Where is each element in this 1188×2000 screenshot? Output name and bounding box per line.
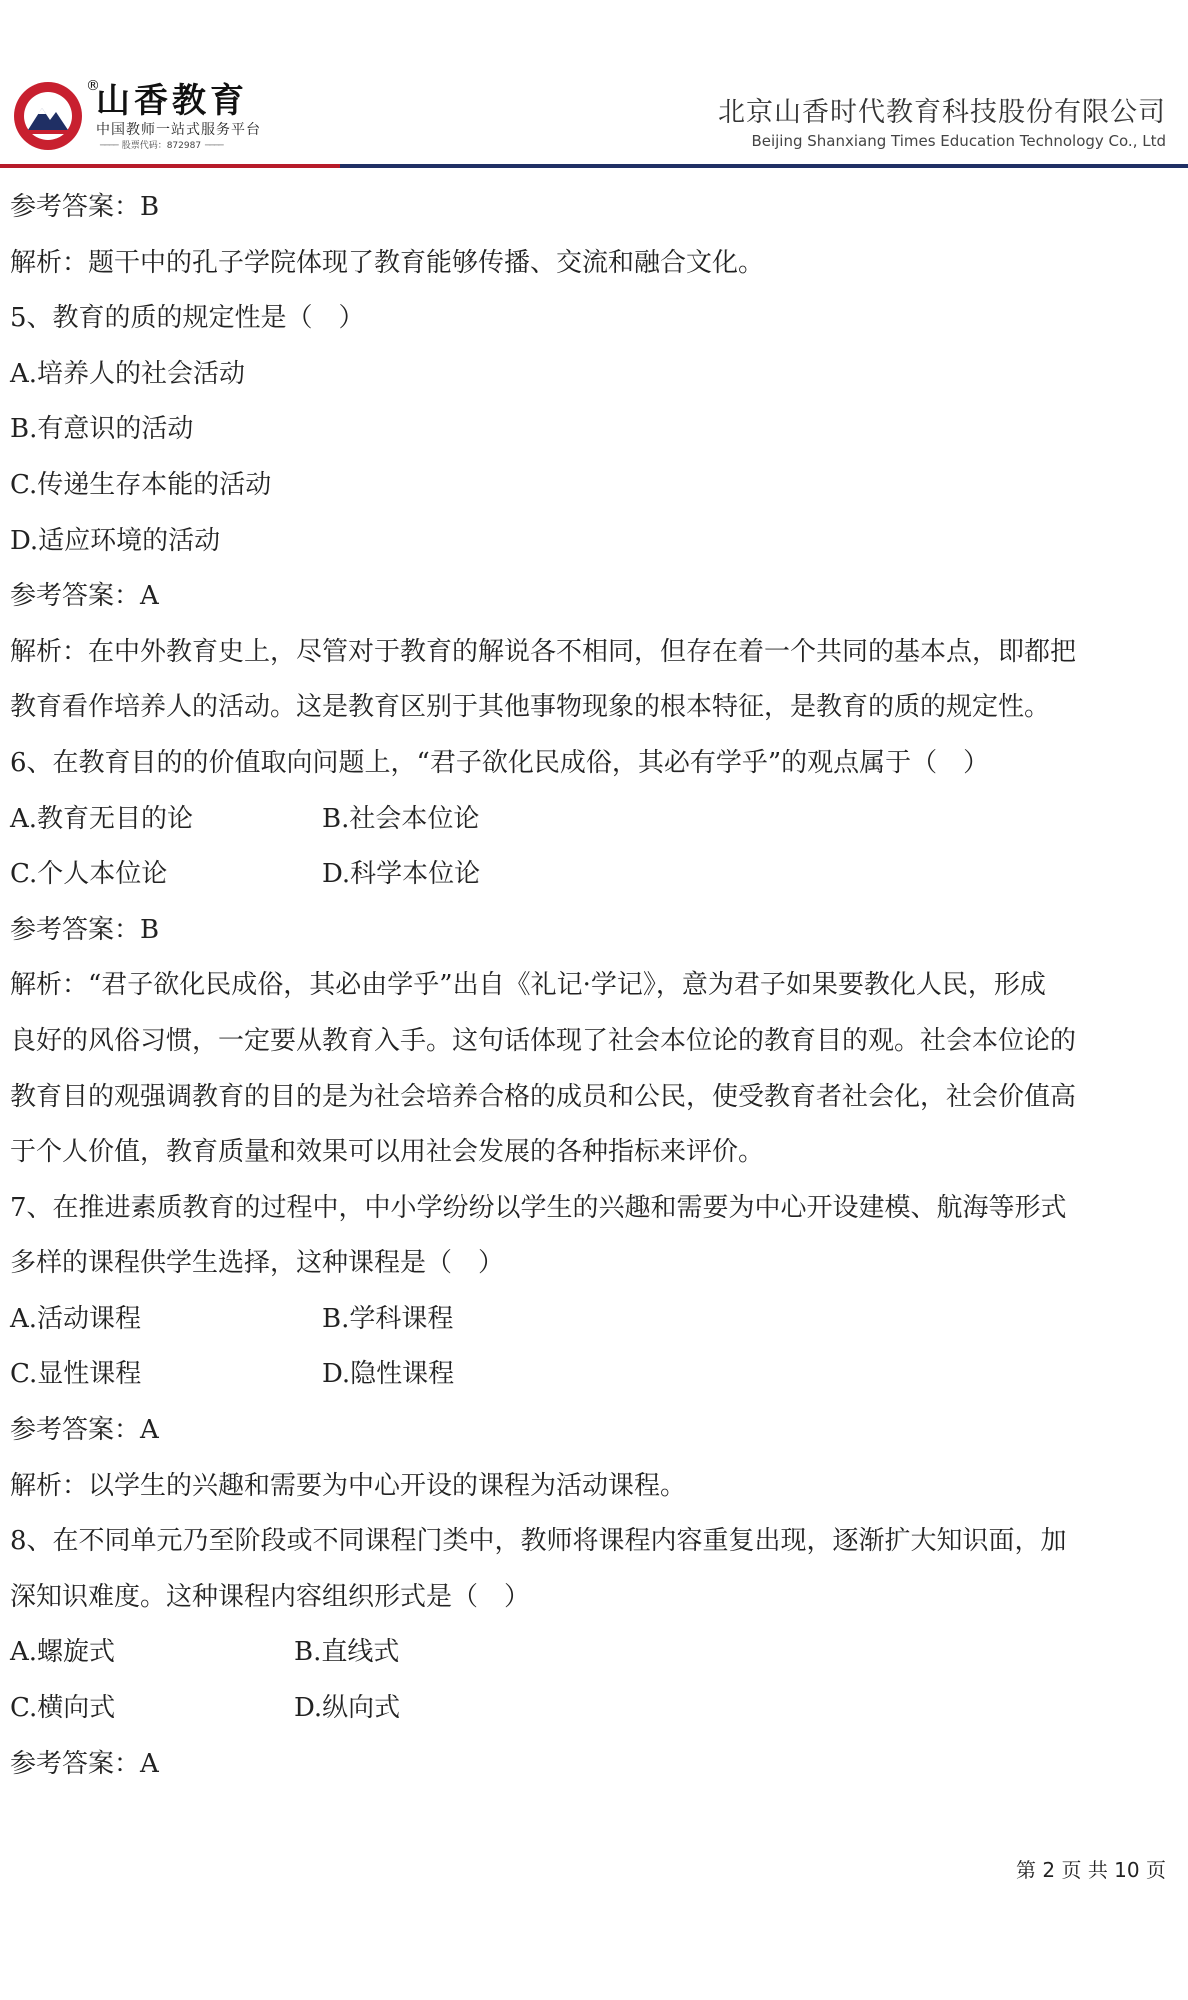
option-line: C.传递生存本能的活动: [10, 469, 272, 500]
brand-name: 山香教育: [96, 81, 248, 121]
registered-mark: ®: [86, 78, 100, 94]
question-8-cont: 深知识难度。这种课程内容组织形式是（ ）: [10, 1581, 531, 1612]
header-rule-navy: [340, 164, 1188, 168]
option-row: [10, 1681, 1170, 1737]
option-line: D.适应环境的活动: [10, 525, 221, 556]
answer-line: 参考答案：A: [10, 1415, 159, 1446]
option-line: A.培养人的社会活动: [10, 358, 246, 389]
answer-line: 参考答案：A: [10, 1748, 159, 1779]
option-d: D.隐性课程: [322, 1359, 455, 1390]
option-c: C.个人本位论: [10, 859, 168, 890]
option-b: B.直线式: [294, 1637, 400, 1668]
company-name-en: Beijing Shanxiang Times Education Technology Co., Ltd: [751, 132, 1166, 150]
question-8: 8、在不同单元乃至阶段或不同课程门类中，教师将课程内容重复出现，逐渐扩大知识面，加: [10, 1526, 1067, 1557]
explanation-line: 于个人价值，教育质量和效果可以用社会发展的各种指标来评价。: [10, 1137, 765, 1168]
header-rule-red: [0, 164, 340, 168]
company-name-cn: 北京山香时代教育科技股份有限公司: [718, 97, 1166, 128]
option-row: [10, 792, 1170, 848]
option-row: [10, 847, 1170, 903]
explanation-line: 良好的风俗习惯，一定要从教育入手。这句话体现了社会本位论的教育目的观。社会本位论的: [10, 1025, 1077, 1056]
question-6: 6、在教育目的的价值取向问题上，“君子欲化民成俗，其必有学乎”的观点属于（ ）: [10, 747, 990, 778]
explanation-line: 教育目的观强调教育的目的是为社会培养合格的成员和公民，使受教育者社会化，社会价值高: [10, 1081, 1077, 1112]
option-a: A.活动课程: [10, 1303, 142, 1334]
explanation-line: 解析：“君子欲化民成俗，其必由学乎”出自《礼记·学记》，意为君子如果要教化人民，形成: [10, 970, 1046, 1001]
explanation-line: 解析：在中外教育史上，尽管对于教育的解说各不相同，但存在着一个共同的基本点，即都把: [10, 636, 1077, 667]
option-b: B.社会本位论: [322, 803, 480, 834]
option-c: C.横向式: [10, 1693, 116, 1724]
option-row: [10, 1625, 1170, 1681]
answer-line: 参考答案：A: [10, 581, 159, 612]
seal-logo-icon: [12, 80, 84, 152]
option-c: C.显性课程: [10, 1359, 142, 1390]
option-d: D.纵向式: [294, 1693, 401, 1724]
option-row: [10, 1292, 1170, 1348]
question-5: 5、教育的质的规定性是（ ）: [10, 303, 365, 334]
brand-logo: [12, 80, 272, 156]
page-header: [0, 0, 1188, 172]
answer-line: 参考答案：B: [10, 914, 160, 945]
explanation-line: 解析：以学生的兴趣和需要为中心开设的课程为活动课程。: [10, 1470, 687, 1501]
option-d: D.科学本位论: [322, 859, 481, 890]
brand-subtitle: 中国教师一站式服务平台: [96, 122, 261, 138]
option-b: B.学科课程: [322, 1303, 454, 1334]
answer-line: 参考答案：B: [10, 192, 160, 222]
stock-code: ──── 股票代码：872987 ────: [96, 140, 261, 152]
explanation-line: 解析：题干中的孔子学院体现了教育能够传播、交流和融合文化。: [10, 247, 765, 278]
brand-text: [86, 78, 261, 152]
explanation-line: 教育看作培养人的活动。这是教育区别于其他事物现象的根本特征，是教育的质的规定性。: [10, 692, 1051, 723]
option-a: A.螺旋式: [10, 1637, 116, 1668]
page-number: 第 2 页 共 10 页: [1016, 1858, 1166, 1882]
option-row: [10, 1347, 1170, 1403]
question-7: 7、在推进素质教育的过程中，中小学纷纷以学生的兴趣和需要为中心开设建模、航海等形式: [10, 1192, 1067, 1223]
option-a: A.教育无目的论: [10, 803, 194, 834]
question-7-cont: 多样的课程供学生选择，这种课程是（ ）: [10, 1248, 505, 1279]
option-line: B.有意识的活动: [10, 414, 194, 445]
company-info: [718, 96, 1166, 152]
document-body: [10, 180, 1170, 1792]
